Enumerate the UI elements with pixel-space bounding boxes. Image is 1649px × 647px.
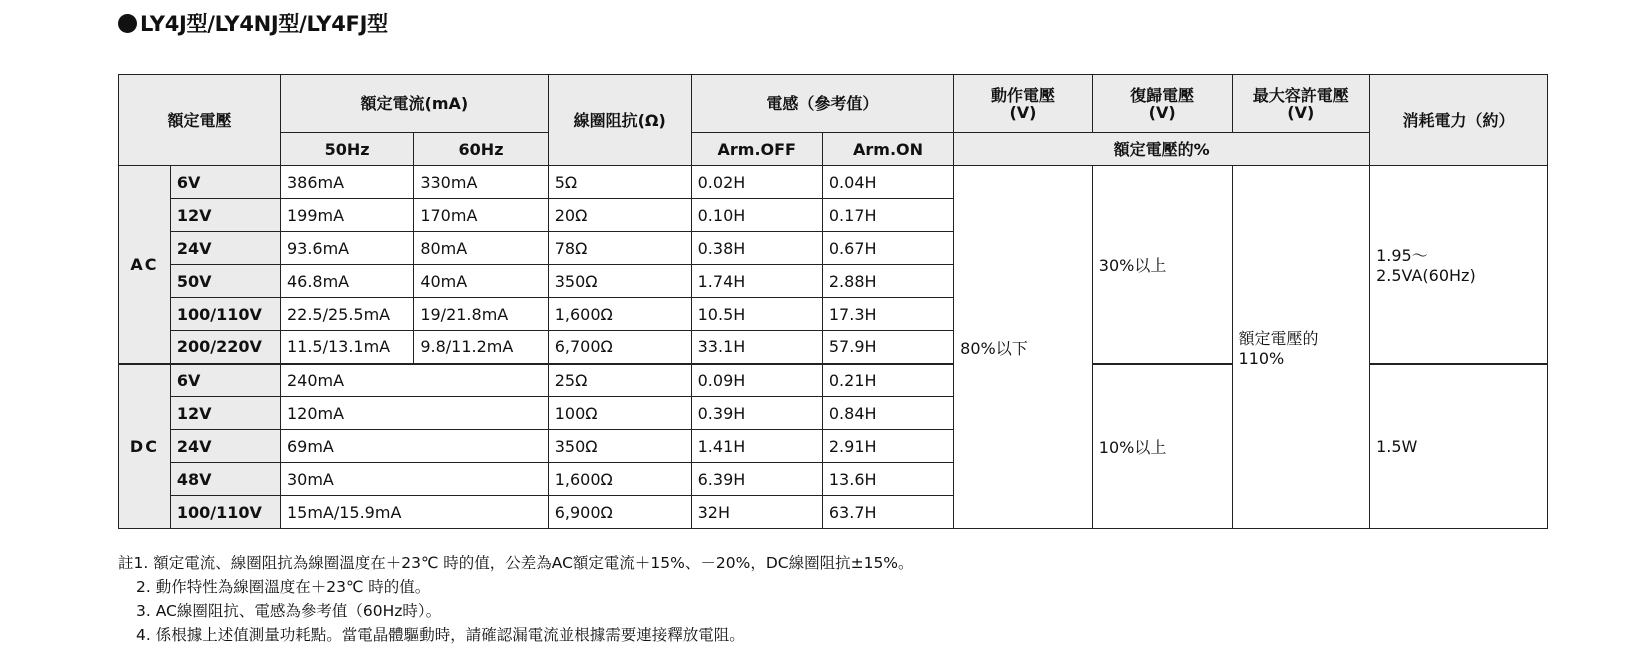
arm-off-cell: 0.39H	[691, 397, 822, 430]
arm-off-cell: 10.5H	[691, 298, 822, 331]
voltage-cell: 12V	[170, 397, 280, 430]
ac-power-value	[1370, 166, 1548, 364]
header-60hz: 60Hz	[414, 133, 548, 166]
header-must-operate-label: 動作電壓	[990, 85, 1055, 105]
current-60hz-cell: 9.8/11.2mA	[414, 331, 548, 364]
header-power: 消耗電力（約）	[1370, 75, 1548, 166]
resistance-cell: 20Ω	[548, 199, 691, 232]
footnotes	[118, 551, 914, 647]
ac-release-value: 30%以上	[1092, 166, 1232, 364]
resistance-cell: 6,700Ω	[548, 331, 691, 364]
voltage-cell: 100/110V	[170, 298, 280, 331]
header-max-voltage	[1232, 75, 1370, 133]
current-cell: 240mA	[280, 364, 548, 397]
note-1: 註1. 額定電流、線圈阻抗為線圈溫度在＋23℃ 時的值，公差為AC額定電流＋15%、－20%，DC線圈阻抗±15%。	[118, 554, 914, 572]
voltage-cell: 6V	[170, 364, 280, 397]
arm-off-cell: 1.74H	[691, 265, 822, 298]
max-voltage-line2: 110%	[1238, 349, 1285, 368]
voltage-cell: 48V	[170, 463, 280, 496]
header-must-operate-unit: (V)	[1009, 102, 1037, 122]
resistance-cell: 6,900Ω	[548, 496, 691, 529]
arm-on-cell: 0.17H	[822, 199, 953, 232]
arm-on-cell: 0.21H	[822, 364, 953, 397]
arm-off-cell: 0.02H	[691, 166, 822, 199]
arm-off-cell: 6.39H	[691, 463, 822, 496]
header-50hz: 50Hz	[280, 133, 413, 166]
resistance-cell: 350Ω	[548, 265, 691, 298]
current-60hz-cell: 330mA	[414, 166, 548, 199]
resistance-cell: 1,600Ω	[548, 298, 691, 331]
current-50hz-cell: 11.5/13.1mA	[280, 331, 413, 364]
ac-power-line1: 1.95～	[1376, 246, 1428, 266]
header-arm-off: Arm.OFF	[691, 133, 822, 166]
arm-on-cell: 13.6H	[822, 463, 953, 496]
coil-spec-table	[118, 74, 1548, 529]
dc-release-value: 10%以上	[1092, 364, 1232, 529]
resistance-cell: 1,600Ω	[548, 463, 691, 496]
resistance-cell: 25Ω	[548, 364, 691, 397]
arm-off-cell: 0.10H	[691, 199, 822, 232]
arm-on-cell: 17.3H	[822, 298, 953, 331]
header-rated-voltage: 額定電壓	[119, 75, 281, 166]
must-operate-value: 80%以下	[954, 166, 1093, 529]
header-percent-rated: 額定電壓的%	[954, 133, 1370, 166]
current-50hz-cell: 93.6mA	[280, 232, 413, 265]
current-50hz-cell: 386mA	[280, 166, 413, 199]
dc-power-value: 1.5W	[1370, 364, 1548, 529]
dc-label: DC	[119, 364, 171, 529]
resistance-cell: 78Ω	[548, 232, 691, 265]
header-must-release-unit: (V)	[1148, 102, 1176, 122]
voltage-cell: 24V	[170, 430, 280, 463]
note-3: 3. AC線圈阻抗、電感為參考值（60Hz時）。	[136, 602, 442, 620]
resistance-cell: 100Ω	[548, 397, 691, 430]
page-title	[118, 8, 388, 38]
voltage-cell: 200/220V	[170, 331, 280, 364]
voltage-cell: 12V	[170, 199, 280, 232]
header-max-voltage-label: 最大容許電壓	[1252, 85, 1349, 105]
header-rated-current: 額定電流(mA)	[280, 75, 548, 133]
current-60hz-cell: 170mA	[414, 199, 548, 232]
current-cell: 15mA/15.9mA	[280, 496, 548, 529]
current-50hz-cell: 22.5/25.5mA	[280, 298, 413, 331]
arm-on-cell: 0.84H	[822, 397, 953, 430]
current-cell: 30mA	[280, 463, 548, 496]
note-4: 4. 係根據上述值測量功耗點。當電晶體驅動時，請確認漏電流並根據需要連接釋放電阻。	[136, 626, 745, 644]
max-voltage-value	[1232, 166, 1370, 529]
header-must-release-label: 復歸電壓	[1130, 85, 1195, 105]
arm-off-cell: 0.38H	[691, 232, 822, 265]
header-arm-on: Arm.ON	[822, 133, 953, 166]
current-50hz-cell: 46.8mA	[280, 265, 413, 298]
arm-on-cell: 2.91H	[822, 430, 953, 463]
voltage-cell: 100/110V	[170, 496, 280, 529]
voltage-cell: 24V	[170, 232, 280, 265]
current-60hz-cell: 40mA	[414, 265, 548, 298]
header-must-release	[1092, 75, 1232, 133]
header-coil-resistance: 線圈阻抗(Ω)	[548, 75, 691, 166]
bullet-icon	[118, 14, 137, 33]
arm-on-cell: 0.67H	[822, 232, 953, 265]
arm-on-cell: 0.04H	[822, 166, 953, 199]
voltage-cell: 6V	[170, 166, 280, 199]
header-must-operate	[954, 75, 1093, 133]
current-60hz-cell: 19/21.8mA	[414, 298, 548, 331]
ac-power-line2: 2.5VA(60Hz)	[1376, 266, 1476, 286]
arm-off-cell: 32H	[691, 496, 822, 529]
arm-on-cell: 57.9H	[822, 331, 953, 364]
resistance-cell: 5Ω	[548, 166, 691, 199]
arm-off-cell: 1.41H	[691, 430, 822, 463]
max-voltage-line1: 額定電壓的	[1238, 329, 1319, 348]
current-cell: 120mA	[280, 397, 548, 430]
current-50hz-cell: 199mA	[280, 199, 413, 232]
ac-label: AC	[119, 166, 171, 364]
title-text: LY4J型/LY4NJ型/LY4FJ型	[140, 12, 388, 36]
voltage-cell: 50V	[170, 265, 280, 298]
header-inductance: 電感（參考值）	[691, 75, 954, 133]
table-row	[119, 166, 1548, 199]
note-2: 2. 動作特性為線圈溫度在＋23℃ 時的值。	[136, 578, 431, 596]
header-max-voltage-unit: (V)	[1287, 102, 1315, 122]
arm-off-cell: 33.1H	[691, 331, 822, 364]
arm-off-cell: 0.09H	[691, 364, 822, 397]
resistance-cell: 350Ω	[548, 430, 691, 463]
current-cell: 69mA	[280, 430, 548, 463]
arm-on-cell: 63.7H	[822, 496, 953, 529]
current-60hz-cell: 80mA	[414, 232, 548, 265]
arm-on-cell: 2.88H	[822, 265, 953, 298]
